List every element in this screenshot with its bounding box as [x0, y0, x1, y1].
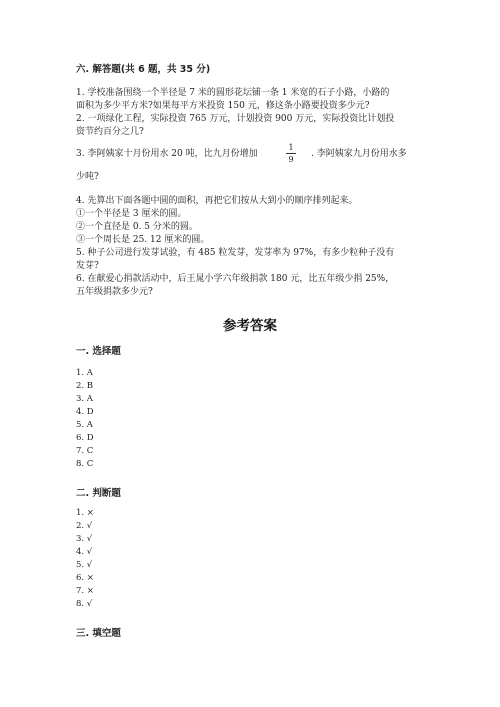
- answer-item: 2. √: [76, 521, 93, 531]
- answer-item: 6. D: [76, 433, 94, 443]
- answer-item: 8. C: [76, 459, 94, 469]
- answer-item: 7. ×: [76, 586, 94, 596]
- fraction-numerator: 1: [288, 143, 294, 152]
- question-5-line-2: 发芽?: [76, 261, 99, 271]
- answer-item: 6. ×: [76, 573, 94, 583]
- answer-item: 4. √: [76, 547, 93, 557]
- question-1-line-2: 面积为多少平方米?如果每平方米投资 150 元，修这条小路要投资多少元?: [76, 101, 370, 111]
- fraction-denominator: 9: [288, 155, 294, 164]
- answer-item: 3. A: [76, 394, 93, 404]
- answer-item: 1. A: [76, 368, 93, 378]
- question-4-item-3: ③一个周长是 25. 12 厘米的圆。: [76, 235, 210, 245]
- question-3-part-1: 3. 李阿姨家十月份用水 20 吨，比九月份增加: [76, 149, 258, 159]
- answers-section-2-title: 二. 判断题: [76, 488, 121, 499]
- answer-item: 7. C: [76, 446, 94, 456]
- question-4-item-1: ①一个半径是 3 厘米的圆。: [76, 209, 187, 219]
- question-4-line-1: 4. 先算出下面各题中圆的面积，再把它们按从大到小的顺序排列起来。: [76, 196, 358, 206]
- question-6-line-2: 五年级捐款多少元?: [76, 287, 153, 297]
- answer-item: 5. A: [76, 420, 93, 430]
- question-6-line-1: 6. 在献爱心捐款活动中，后王晁小学六年级捐款 180 元，比五年级少捐 25%，: [76, 274, 395, 284]
- answer-item: 5. √: [76, 560, 93, 570]
- answer-item: 3. √: [76, 534, 93, 544]
- question-3-part-2: . 李阿姨家九月份用水多: [311, 149, 407, 159]
- answers-section-1-title: 一. 选择题: [76, 346, 121, 357]
- answer-item: 4. D: [76, 407, 94, 417]
- answer-key-title: 参考答案: [223, 318, 277, 334]
- question-1-line-1: 1. 学校准备围绕一个半径是 7 米的圆形花坛铺一条 1 米宽的石子小路，小路的: [76, 88, 390, 98]
- answer-item: 2. B: [76, 381, 94, 391]
- question-5-line-1: 5. 种子公司进行发芽试验，有 485 粒发芽，发芽率为 97%，有多少粒种子没有: [76, 248, 395, 258]
- question-3-fraction: [286, 143, 296, 164]
- question-2-line-2: 资节约百分之几?: [76, 127, 144, 137]
- answer-item: 8. √: [76, 599, 93, 609]
- answer-item: 1. ×: [76, 508, 94, 518]
- question-3-line-2: 少吨?: [76, 172, 99, 182]
- fraction-bar: [286, 153, 296, 154]
- question-2-line-1: 2. 一项绿化工程，实际投资 765 万元，计划投资 900 万元，实际投资比计划投: [76, 114, 395, 124]
- section-title-problems: 六. 解答题(共 6 题，共 35 分): [76, 64, 211, 75]
- question-4-item-2: ②一个直径是 0. 5 分米的圆。: [76, 222, 198, 232]
- answers-section-3-title: 三. 填空题: [76, 628, 121, 639]
